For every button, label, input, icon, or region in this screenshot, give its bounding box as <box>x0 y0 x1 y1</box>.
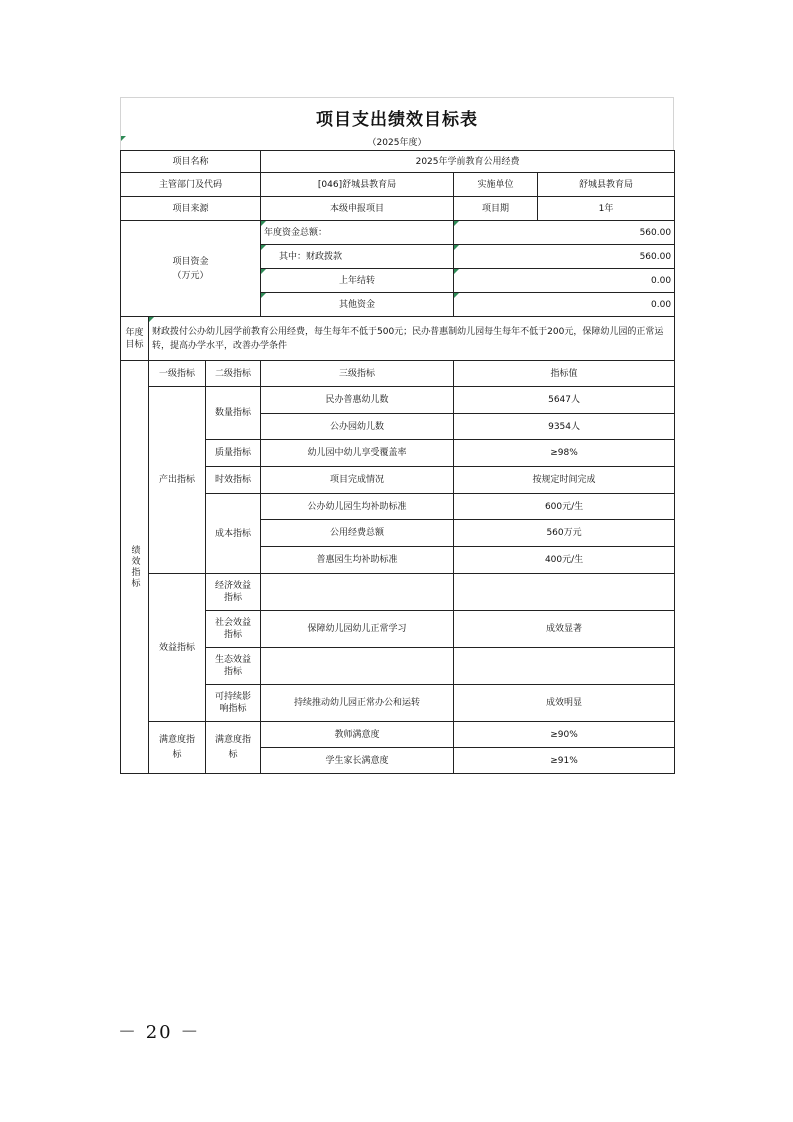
economic-name <box>261 574 454 611</box>
funds-label: 项目资金 （万元） <box>121 221 261 317</box>
year-note-text: （2025年度） <box>367 138 427 148</box>
q1-name: 民办普惠幼儿数 <box>261 387 454 414</box>
table-row <box>121 173 675 197</box>
period-value: 1年 <box>538 197 675 221</box>
source-value: 本级申报项目 <box>261 197 454 221</box>
sustain-label: 可持续影 响指标 <box>206 685 261 722</box>
social-value: 成效显著 <box>454 611 675 648</box>
table-row <box>121 361 675 387</box>
header-level3: 三级指标 <box>261 361 454 387</box>
c1-name: 公办幼儿园生均补助标准 <box>261 494 454 520</box>
dept-value: [046]舒城县教育局 <box>261 173 454 197</box>
funds-fiscal-value: 560.00 <box>454 245 675 269</box>
header-level2: 二级指标 <box>206 361 261 387</box>
ecological-label: 生态效益 指标 <box>206 648 261 685</box>
q1-value: 5647人 <box>454 387 675 414</box>
benefit-label: 效益指标 <box>149 574 206 722</box>
funds-total-value: 560.00 <box>454 221 675 245</box>
q2-name: 公办园幼儿数 <box>261 414 454 440</box>
s1-value: ≥90% <box>454 722 675 748</box>
c1-value: 600元/生 <box>454 494 675 520</box>
annual-goal-text: 财政拨付公办幼儿园学前教育公用经费，每生每年不低于500元；民办普惠制幼儿园每生每年不低于200元，保障幼儿园的正常运转，提高办学水平，改善办学条件 <box>149 317 675 361</box>
performance-target-sheet <box>120 97 674 774</box>
ecological-value <box>454 648 675 685</box>
social-label: 社会效益 指标 <box>206 611 261 648</box>
funds-total-label: 年度资金总额： <box>261 221 454 245</box>
output-label: 产出指标 <box>149 387 206 574</box>
page-number: － 20 － <box>118 1022 201 1043</box>
table-row <box>121 151 675 173</box>
table-row <box>121 317 675 361</box>
header-value: 指标值 <box>454 361 675 387</box>
s1-name: 教师满意度 <box>261 722 454 748</box>
dept-label: 主管部门及代码 <box>121 173 261 197</box>
funds-fiscal-label: 其中：财政拨款 <box>261 245 454 269</box>
year-note <box>120 136 674 150</box>
table-row <box>121 574 675 611</box>
cost-label: 成本指标 <box>206 494 261 574</box>
period-label: 项目期 <box>454 197 538 221</box>
table-row <box>121 197 675 221</box>
c2-name: 公用经费总额 <box>261 520 454 547</box>
s2-name: 学生家长满意度 <box>261 748 454 774</box>
satisfaction-l1-label: 满意度指 标 <box>149 722 206 774</box>
s2-value: ≥91% <box>454 748 675 774</box>
table-row <box>121 722 675 748</box>
impl-value: 舒城县教育局 <box>538 173 675 197</box>
funds-other-label: 其他资金 <box>261 293 454 317</box>
table-row <box>121 221 675 245</box>
sustain-name: 持续推动幼儿园正常办公和运转 <box>261 685 454 722</box>
table-row <box>121 387 675 414</box>
timeliness-name: 项目完成情况 <box>261 467 454 494</box>
performance-label: 绩效指标 <box>121 361 149 774</box>
social-name: 保障幼儿园幼儿正常学习 <box>261 611 454 648</box>
c3-name: 普惠园生均补助标准 <box>261 547 454 574</box>
timeliness-value: 按规定时间完成 <box>454 467 675 494</box>
project-name-value: 2025年学前教育公用经费 <box>261 151 675 173</box>
quality-label: 质量指标 <box>206 440 261 467</box>
satisfaction-l2-label: 满意度指 标 <box>206 722 261 774</box>
project-name-label: 项目名称 <box>121 151 261 173</box>
c2-value: 560万元 <box>454 520 675 547</box>
quality-name: 幼儿园中幼儿享受覆盖率 <box>261 440 454 467</box>
quality-value: ≥98% <box>454 440 675 467</box>
source-label: 项目来源 <box>121 197 261 221</box>
header-level1: 一级指标 <box>149 361 206 387</box>
economic-value <box>454 574 675 611</box>
table-title: 项目支出绩效目标表 <box>120 97 674 136</box>
funds-other-value: 0.00 <box>454 293 675 317</box>
quantity-label: 数量指标 <box>206 387 261 440</box>
timeliness-label: 时效指标 <box>206 467 261 494</box>
annual-goal-label: 年度 目标 <box>121 317 149 361</box>
target-table <box>120 150 675 774</box>
funds-carryover-label: 上年结转 <box>261 269 454 293</box>
ecological-name <box>261 648 454 685</box>
economic-label: 经济效益 指标 <box>206 574 261 611</box>
impl-label: 实施单位 <box>454 173 538 197</box>
c3-value: 400元/生 <box>454 547 675 574</box>
funds-carryover-value: 0.00 <box>454 269 675 293</box>
sustain-value: 成效明显 <box>454 685 675 722</box>
q2-value: 9354人 <box>454 414 675 440</box>
